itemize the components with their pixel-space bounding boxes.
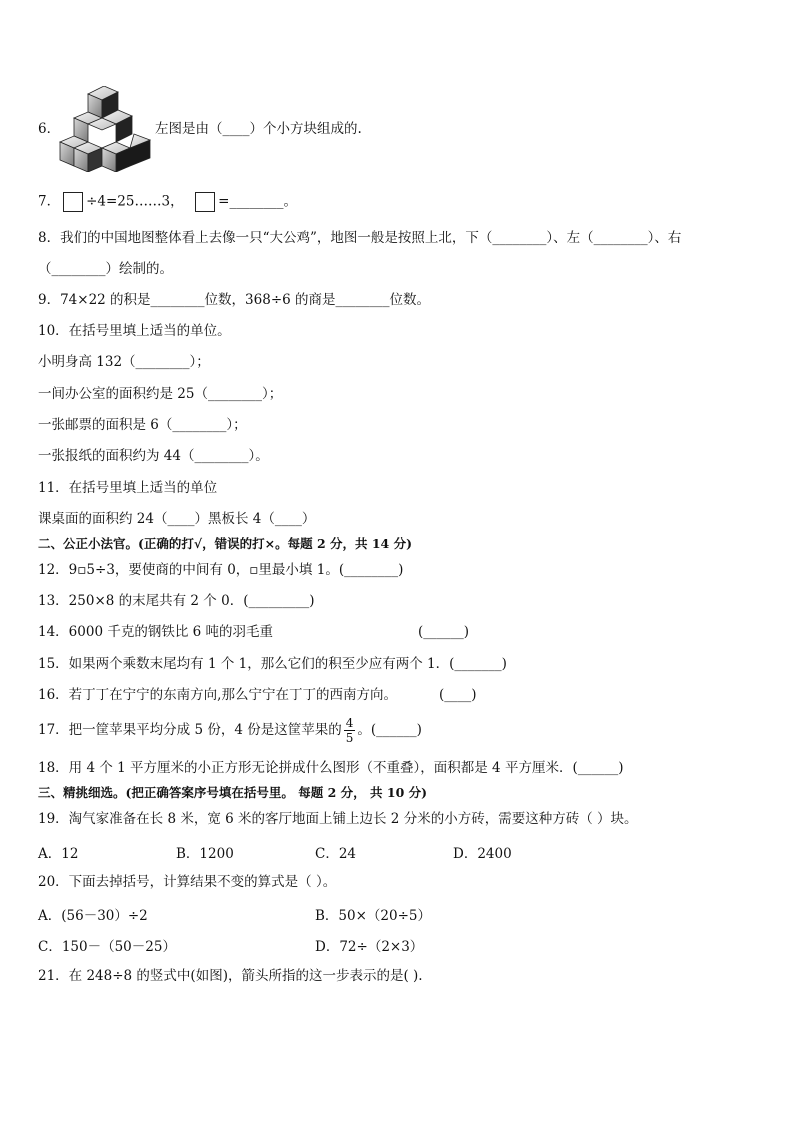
- q17-text: 17．把一筐苹果平均分成 5 份，4 份是这筐苹果的: [38, 722, 342, 738]
- q21-line: 21．在 248÷8 的竖式中(如图)，箭头所指的这一步表示的是( ).: [38, 968, 423, 984]
- section-3-heading: 三、精挑细选。(把正确答案序号填在括号里。 每题 2 分， 共 10 分): [38, 785, 428, 800]
- cubes-figure: [58, 86, 154, 172]
- q10-line: 10．在括号里填上适当的单位。: [38, 323, 231, 339]
- fraction-denominator: 5: [345, 731, 354, 745]
- q19-option-a[interactable]: A．12: [38, 846, 79, 862]
- q7-number: 7．: [38, 193, 61, 210]
- q10-item-4: 一张报纸的面积约为 44（________）。: [38, 448, 269, 464]
- q20-option-c[interactable]: C．150－（50－25）: [38, 939, 176, 955]
- q20-option-b[interactable]: B．50×（20÷5）: [315, 908, 431, 924]
- q13-line: 13．250×8 的末尾共有 2 个 0．(_________): [38, 593, 315, 609]
- q16-line: 16．若丁丁在宁宁的东南方向,那么宁宁在丁丁的西南方向。: [38, 687, 397, 703]
- answer-box[interactable]: [195, 192, 215, 212]
- q18-line: 18．用 4 个 1 平方厘米的小正方形无论拼成什么图形（不重叠），面积都是 4 平方厘米．(______): [38, 760, 624, 776]
- q14-answer: (______): [418, 624, 470, 640]
- q16-answer: (____): [439, 687, 477, 703]
- q17-line: [38, 713, 422, 747]
- q8-line-1: 8．我们的中国地图整体看上去像一只“大公鸡”，地图一般是按照上北，下（________）、左（________）、右: [38, 230, 682, 246]
- q19-option-c[interactable]: C．24: [315, 846, 357, 862]
- q10-item-1: 小明身高 132（________）；: [38, 354, 210, 370]
- q19-line: 19．淘气家准备在长 8 米，宽 6 米的客厅地面上铺上边长 2 分米的小方砖，需要这种方砖（ ）块。: [38, 811, 638, 827]
- q6-number: 6．: [38, 121, 61, 137]
- q7-end: =________。: [218, 193, 297, 210]
- answer-box[interactable]: [63, 192, 83, 212]
- q14-line: 14．6000 千克的钢铁比 6 吨的羽毛重: [38, 624, 273, 640]
- q9-line: 9．74×22 的积是________位数，368÷6 的商是________位数。: [38, 292, 431, 308]
- q20-option-d[interactable]: D．72÷（2×3）: [315, 939, 424, 955]
- q7-line: [38, 192, 297, 212]
- section-2-heading: 二、公正小法官。(正确的打√，错误的打×。每题 2 分，共 14 分): [38, 536, 413, 551]
- q6-text: 左图是由（____）个小方块组成的.: [155, 121, 362, 137]
- q10-item-2: 一间办公室的面积约是 25（________）；: [38, 386, 283, 402]
- q11-item: 课桌面的面积约 24（____）黑板长 4（____）: [38, 511, 316, 527]
- fraction: [344, 716, 356, 745]
- q8-line-2: （________）绘制的。: [38, 261, 173, 277]
- q19-option-d[interactable]: D．2400: [453, 846, 512, 862]
- q17-answer: 。(______): [357, 722, 422, 738]
- q12-line: 12．9▫5÷3，要使商的中间有 0，▫里最小填 1。(________): [38, 562, 404, 578]
- q20-line: 20．下面去掉括号，计算结果不变的算式是（ ）。: [38, 874, 337, 890]
- q11-line: 11．在括号里填上适当的单位: [38, 480, 218, 496]
- q15-line: 15．如果两个乘数末尾均有 1 个 1，那么它们的积至少应有两个 1．(_______): [38, 656, 507, 672]
- q7-middle: ÷4=25……3，: [86, 193, 184, 210]
- q20-option-a[interactable]: A．(56－30）÷2: [38, 908, 148, 924]
- q19-option-b[interactable]: B．1200: [176, 846, 234, 862]
- q10-item-3: 一张邮票的面积是 6（________）；: [38, 417, 247, 433]
- fraction-numerator: 4: [345, 716, 354, 730]
